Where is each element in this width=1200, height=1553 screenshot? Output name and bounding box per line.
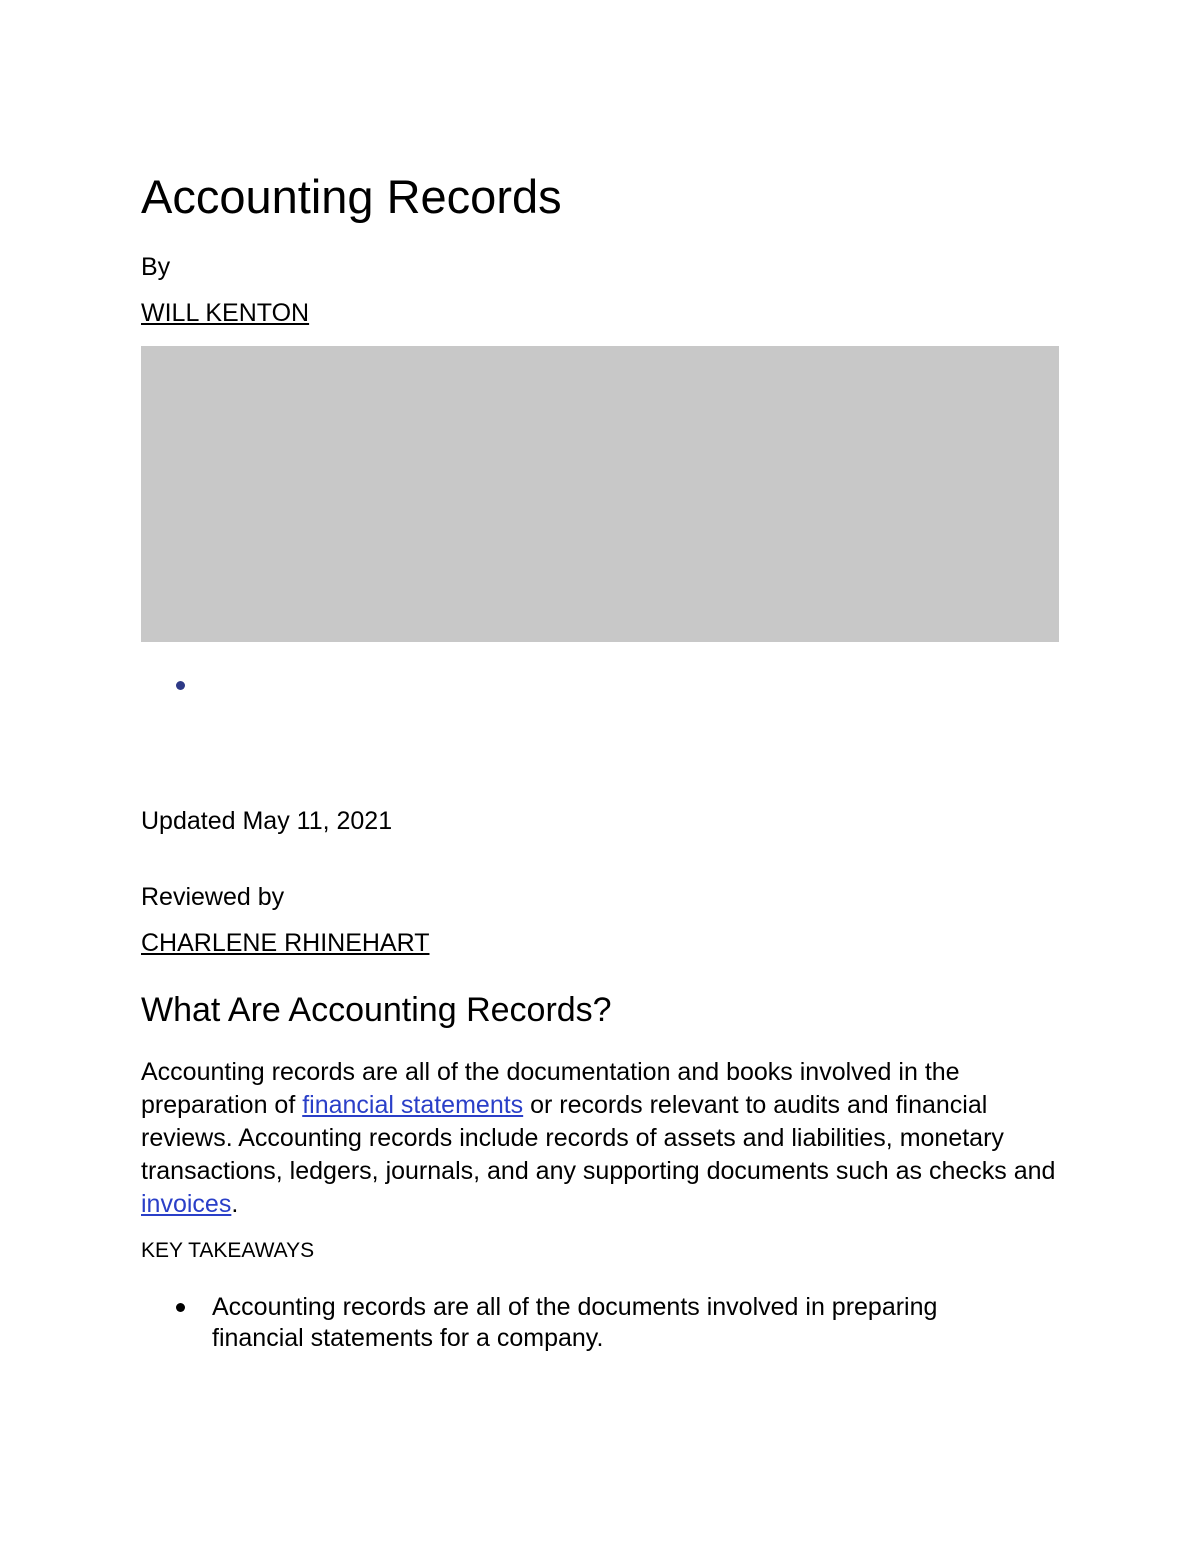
paragraph-text: . [231, 1190, 239, 1218]
section-heading: What Are Accounting Records? [141, 991, 612, 1029]
article-image [141, 346, 1059, 642]
takeaways-list [141, 1292, 1059, 1354]
page-title: Accounting Records [141, 170, 562, 223]
paragraph-text: or records relevant to audits and financial reviews. Accounting records include records of assets and liabilities, monetary transactions, ledgers, journals, and any supporting documents such as checks and [141, 1091, 1056, 1185]
list-item-text: Accounting records are all of the documents involved in preparing financial statements for a company. [212, 1293, 938, 1352]
byline-label: By [141, 253, 171, 281]
financial-statements-link[interactable]: financial statements [302, 1091, 524, 1119]
author-link[interactable]: WILL KENTON [141, 299, 310, 327]
bullet-icon [176, 681, 185, 690]
key-takeaways-label: KEY TAKEAWAYS [141, 1239, 315, 1262]
intro-paragraph [141, 1056, 1059, 1221]
reviewed-by-label: Reviewed by [141, 883, 285, 911]
bullet-icon [176, 1303, 185, 1312]
list-item [141, 1292, 1059, 1354]
invoices-link[interactable]: invoices [141, 1190, 232, 1218]
updated-date: Updated May 11, 2021 [141, 807, 393, 835]
reviewer-link[interactable]: CHARLENE RHINEHART [141, 929, 430, 957]
paragraph-text: Accounting records are all of the documentation and books involved in the preparation of [141, 1058, 960, 1119]
